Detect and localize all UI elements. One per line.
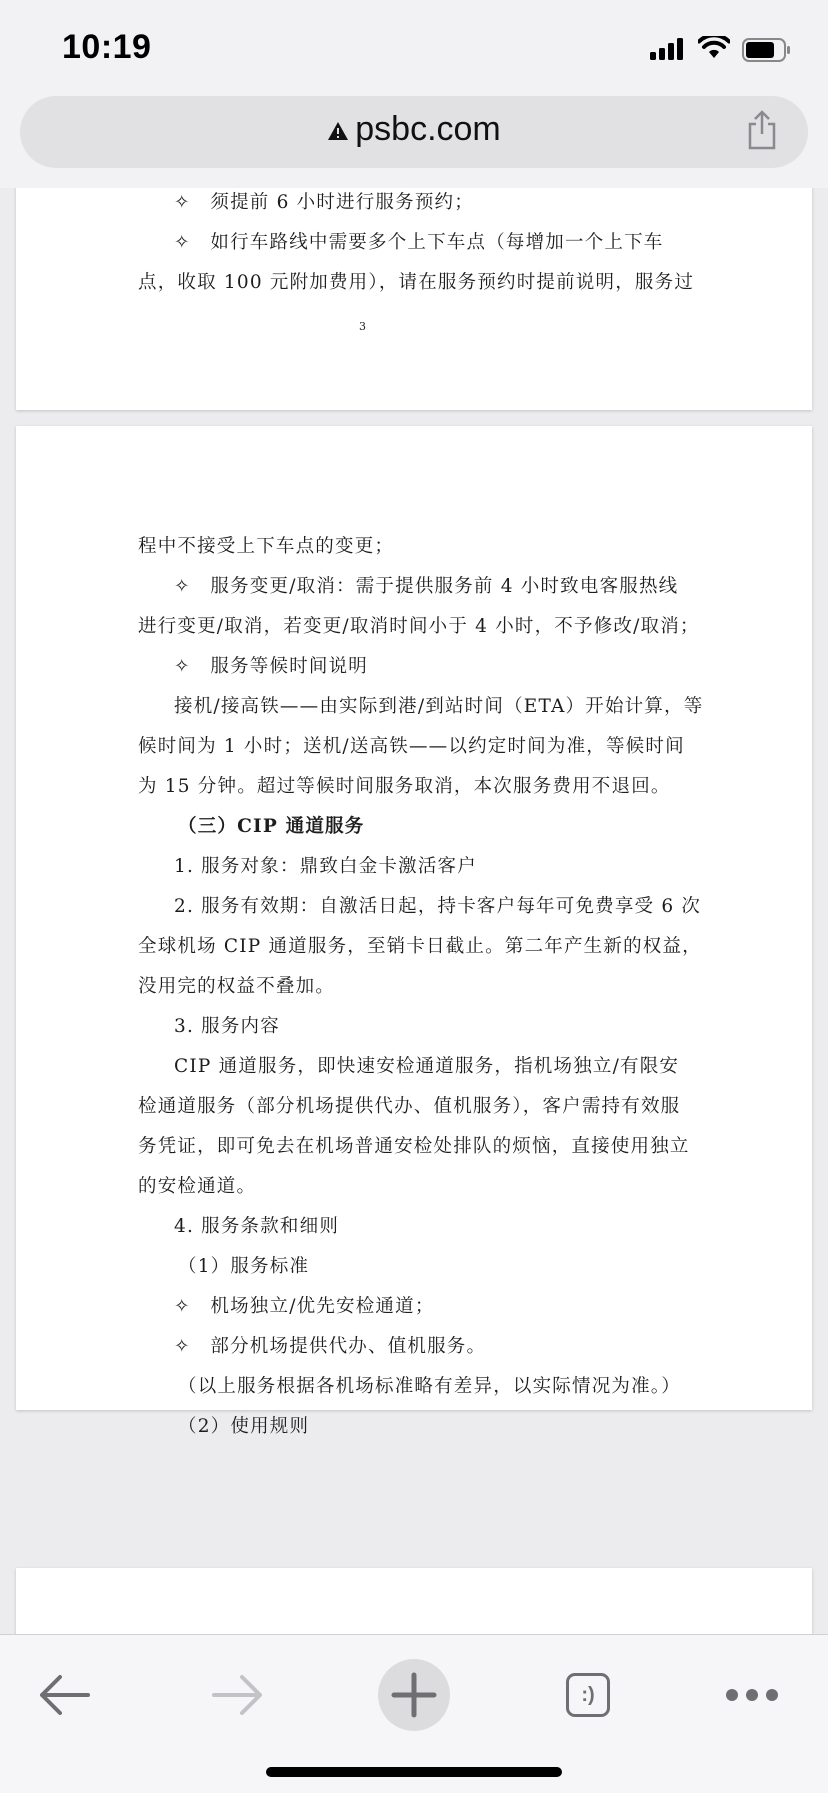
section-heading: （三）CIP 通道服务 bbox=[178, 816, 365, 837]
back-arrow-icon bbox=[38, 1673, 90, 1717]
text-line: ✧ 部分机场提供代办、值机服务。 bbox=[174, 1336, 487, 1357]
text-line: （1）服务标准 bbox=[178, 1256, 310, 1277]
text-line: 全球机场 CIP 通道服务，至销卡日截止。第二年产生新的权益， bbox=[138, 936, 702, 957]
text-line: 为 15 分钟。超过等候时间服务取消，本次服务费用不退回。 bbox=[138, 776, 671, 797]
text-line: 2. 服务有效期：自激活日起，持卡客户每年可免费享受 6 次 bbox=[174, 896, 702, 917]
share-icon[interactable] bbox=[746, 110, 778, 150]
text-line: 接机/接高铁——由实际到港/到站时间（ETA）开始计算，等 bbox=[174, 696, 704, 717]
text-line: 1. 服务对象：鼎致白金卡激活客户 bbox=[174, 856, 477, 877]
status-bar bbox=[0, 0, 828, 96]
tabs-switcher-label: :) bbox=[581, 1683, 595, 1706]
text-line: 没用完的权益不叠加。 bbox=[138, 976, 336, 997]
text-line: （2）使用规则 bbox=[178, 1416, 310, 1437]
battery-icon bbox=[742, 38, 792, 62]
text-line: 候时间为 1 小时；送机/送高铁——以约定时间为准，等候时间 bbox=[138, 736, 685, 757]
address-bar-area bbox=[0, 96, 828, 189]
address-bar[interactable] bbox=[20, 96, 808, 168]
forward-arrow-icon bbox=[212, 1673, 264, 1717]
wifi-icon bbox=[698, 36, 730, 60]
pdf-page-3 bbox=[16, 188, 812, 410]
text-line: 点，收取 100 元附加费用），请在服务预约时提前说明，服务过 bbox=[138, 272, 695, 293]
not-secure-warning-icon bbox=[327, 121, 349, 141]
text-line: 程中不接受上下车点的变更； bbox=[138, 536, 395, 557]
url-text: psbc.com bbox=[355, 110, 501, 148]
text-line: 务凭证，即可免去在机场普通安检处排队的烦恼，直接使用独立 bbox=[138, 1136, 690, 1157]
url-display[interactable] bbox=[20, 110, 808, 149]
new-tab-button[interactable] bbox=[378, 1659, 450, 1731]
text-line: ✧ 服务等候时间说明 bbox=[174, 656, 369, 677]
text-line: 3. 服务内容 bbox=[174, 1016, 280, 1037]
pdf-page-4 bbox=[16, 426, 812, 1437]
bottom-toolbar bbox=[0, 1634, 828, 1793]
home-indicator bbox=[266, 1767, 562, 1777]
text-line: 进行变更/取消，若变更/取消时间小于 4 小时，不予修改/取消； bbox=[138, 616, 700, 637]
text-line: ✧ 服务变更/取消：需于提供服务前 4 小时致电客服热线 bbox=[174, 576, 679, 597]
page-number: 3 bbox=[359, 320, 366, 333]
tabs-button[interactable] bbox=[552, 1659, 624, 1731]
text-line: ✧ 须提前 6 小时进行服务预约； bbox=[174, 192, 474, 213]
back-button[interactable] bbox=[28, 1659, 100, 1731]
text-line: 的安检通道。 bbox=[138, 1176, 257, 1197]
more-button[interactable] bbox=[716, 1659, 788, 1731]
plus-icon bbox=[390, 1671, 438, 1719]
pdf-page-5 bbox=[16, 1568, 812, 1634]
text-line: CIP 通道服务，即快速安检通道服务，指机场独立/有限安 bbox=[174, 1056, 680, 1077]
tabs-switcher-icon bbox=[566, 1673, 610, 1717]
text-line: ✧ 如行车路线中需要多个上下车点（每增加一个上下车 bbox=[174, 232, 664, 253]
text-line: （以上服务根据各机场标准略有差异，以实际情况为准。） bbox=[178, 1376, 681, 1397]
cellular-signal-icon bbox=[650, 38, 686, 60]
text-line: 4. 服务条款和细则 bbox=[174, 1216, 340, 1237]
text-line: ✧ 机场独立/优先安检通道； bbox=[174, 1296, 435, 1317]
more-dots-icon bbox=[725, 1688, 779, 1702]
status-time: 10:19 bbox=[62, 28, 152, 66]
pdf-viewer[interactable] bbox=[0, 188, 828, 1634]
text-line: 检通道服务（部分机场提供代办、值机服务），客户需持有效服 bbox=[138, 1096, 681, 1117]
forward-button[interactable] bbox=[202, 1659, 274, 1731]
